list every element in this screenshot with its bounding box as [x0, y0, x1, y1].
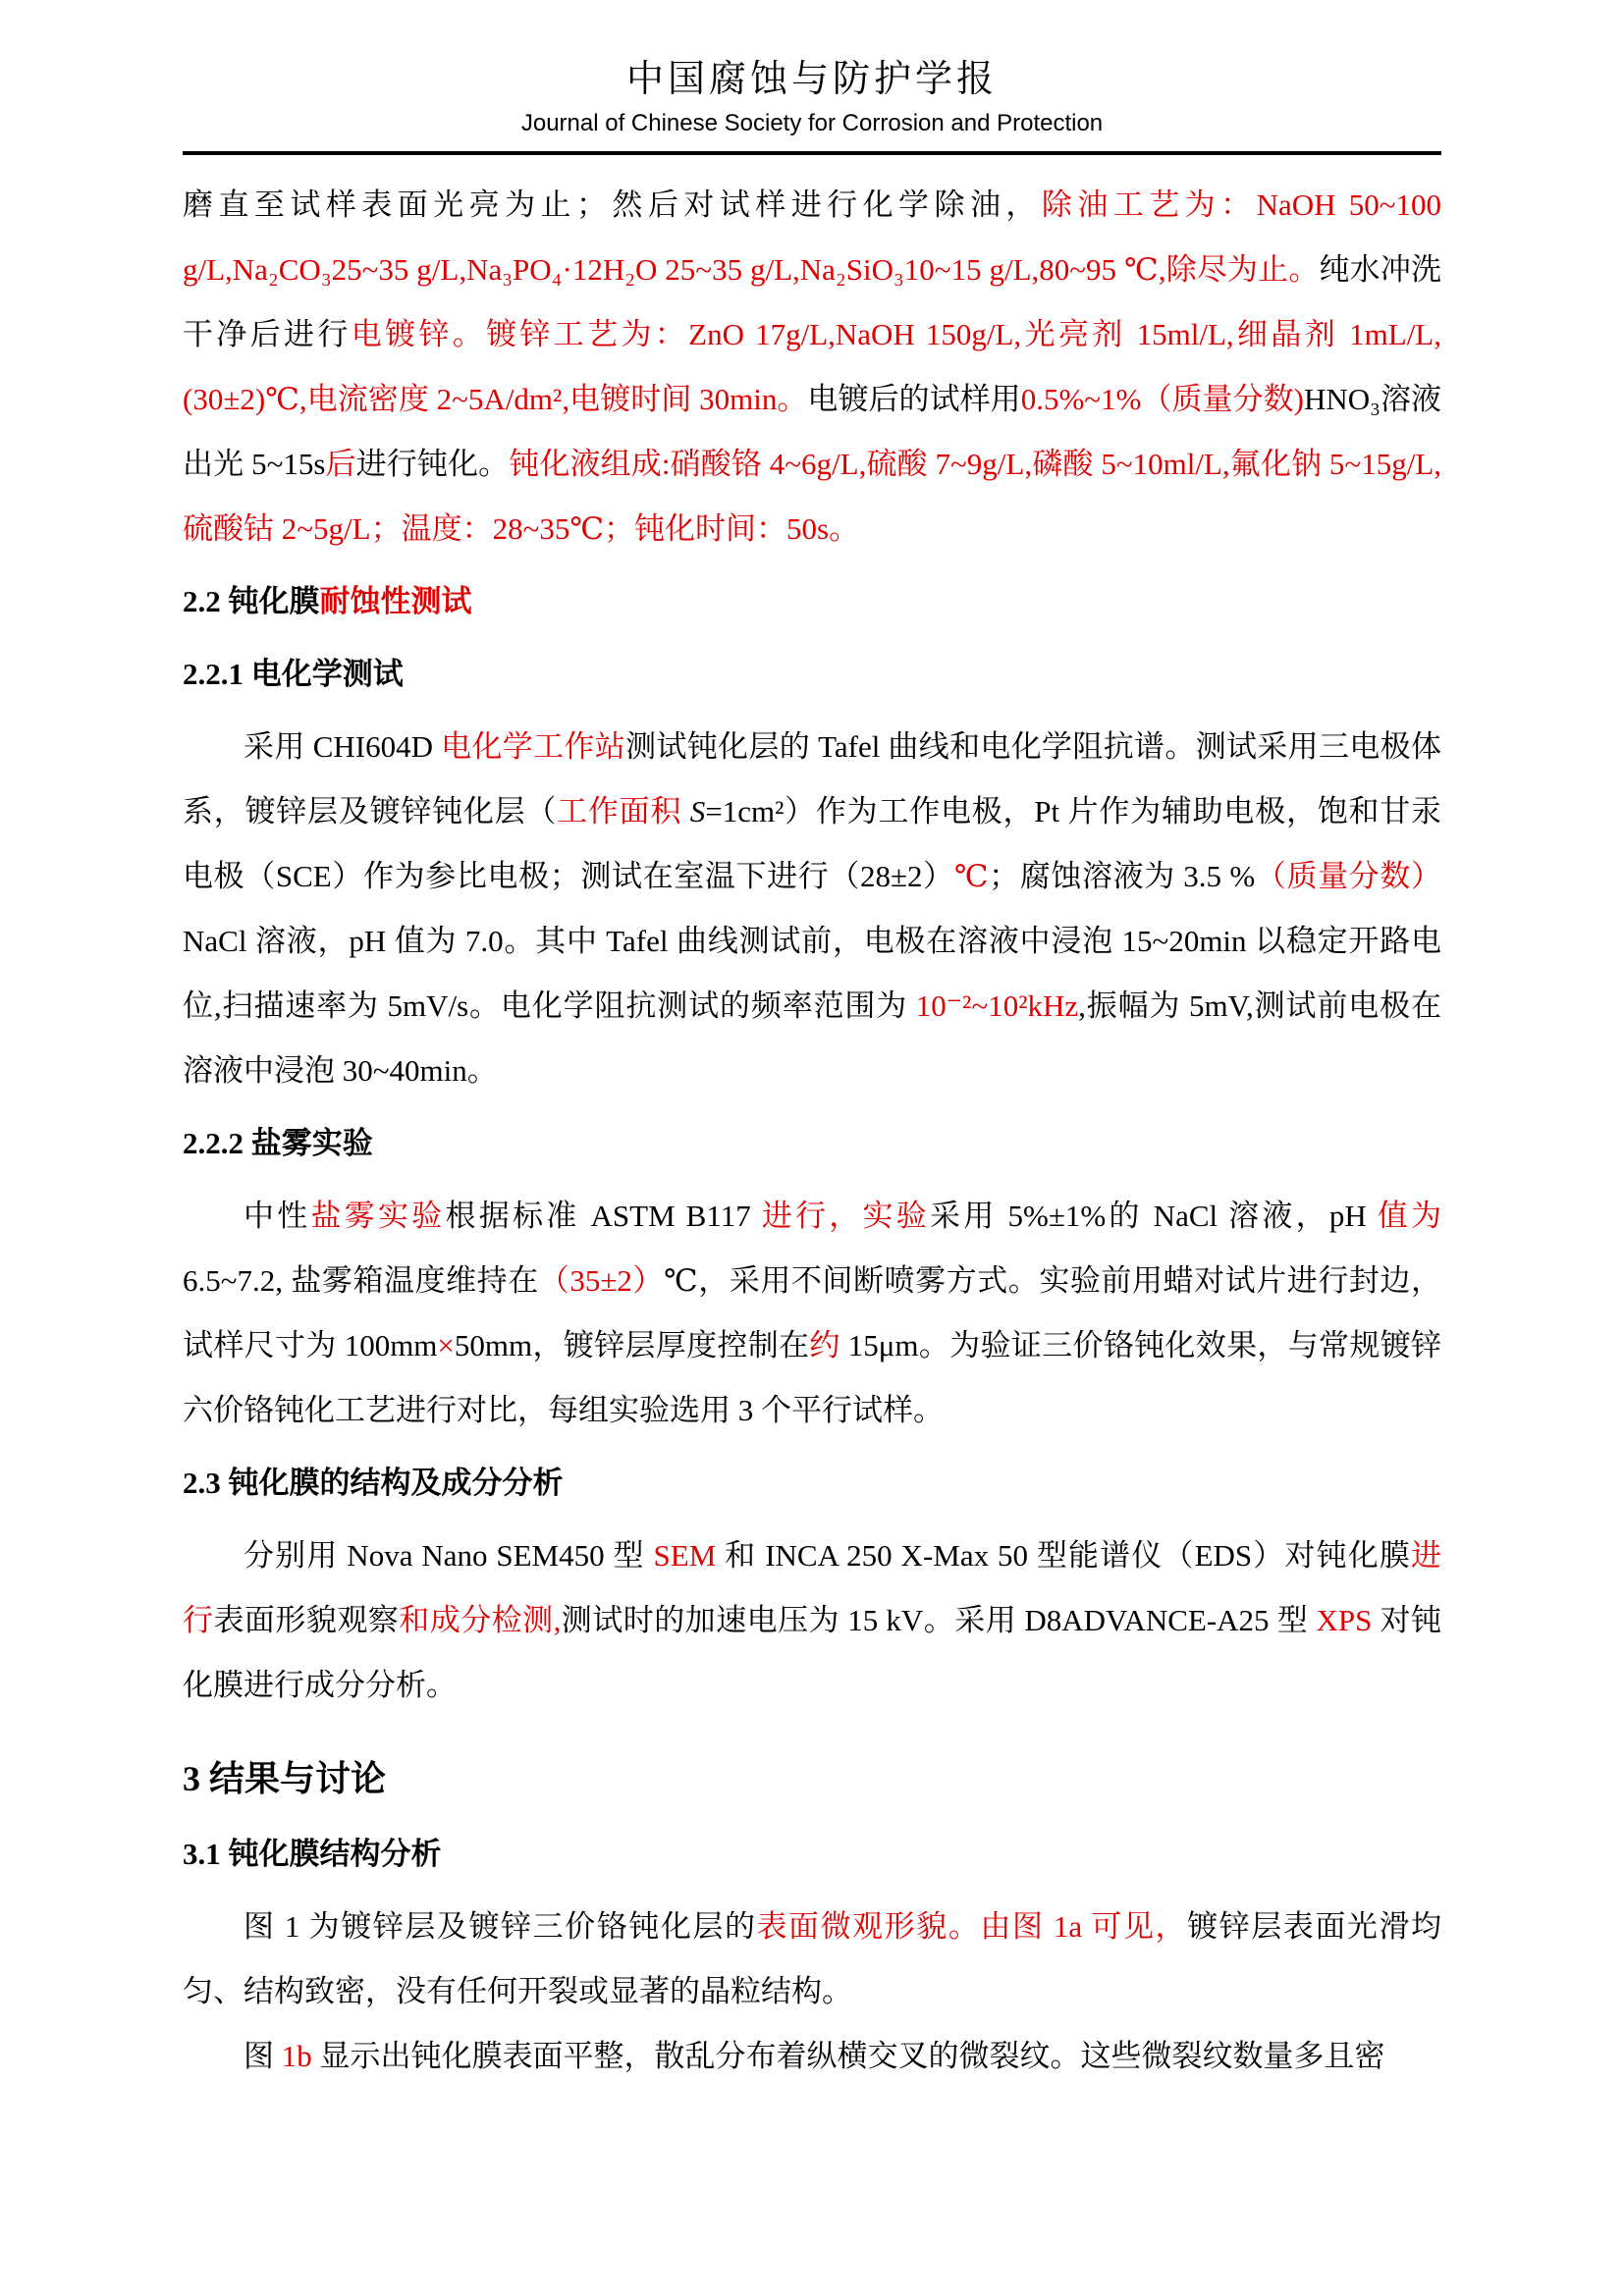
- paragraph-figure1-morphology: [183, 1895, 1441, 2024]
- text-segment: 测试钝化层的 Tafel 曲线和电化学阻抗谱。测试采用三电极体系，镀锌层及镀锌钝化层（: [183, 728, 1441, 828]
- text-segment: 2.2.2 盐雾实验: [183, 1125, 373, 1160]
- revised-text-segment: 值为: [1377, 1198, 1442, 1233]
- revised-text-segment: SEM: [653, 1537, 717, 1573]
- text-segment: 纯水冲洗干净后进行: [183, 251, 1441, 351]
- text-segment: 磨直至试样表面光亮为止；然后对试样进行化学除油，: [183, 187, 1042, 222]
- revised-text-segment: 后: [325, 446, 356, 481]
- text-segment: ,振幅为 5mV,测试前电极在溶液中浸泡 30~40min。: [183, 988, 1441, 1088]
- text-segment: 6.5~7.2, 盐雾箱温度维持在: [183, 1262, 539, 1298]
- revised-text-segment: 1b: [281, 2038, 312, 2073]
- revised-text-segment: 表面微观形貌。由图 1a 可见，: [756, 1908, 1188, 1944]
- text-segment: HNO₃溶液出光 5~15s: [183, 381, 1442, 481]
- text-segment: 采用 CHI604D: [244, 728, 442, 764]
- journal-title-english: Journal of Chinese Society for Corrosion and Protection: [520, 109, 1104, 136]
- revised-text-segment: （35±2）: [538, 1262, 664, 1298]
- revised-text-segment: XPS: [1316, 1602, 1373, 1637]
- paragraph-figure1b-cracks: [183, 2024, 1441, 2089]
- paragraph-salt-spray: [183, 1184, 1441, 1443]
- revised-text-segment: 和成分检测,: [399, 1602, 562, 1637]
- revised-text-segment: 耐蚀性测试: [319, 583, 472, 618]
- revised-text-segment: 电化学工作站: [441, 728, 626, 764]
- text-segment: 3.1 钝化膜结构分析: [183, 1836, 442, 1871]
- heading-2-2: [183, 569, 1441, 634]
- text-segment: S: [689, 793, 706, 828]
- text-segment: 测试时的加速电压为 15 kV。采用 D8ADVANCE-A25 型: [561, 1602, 1317, 1637]
- heading-2-2-2: [183, 1111, 1441, 1176]
- revised-text-segment: （质量分数）: [1255, 858, 1442, 893]
- heading-2-2-1: [183, 642, 1441, 707]
- text-segment: 显示出钝化膜表面平整，散乱分布着纵横交叉的微裂纹。这些微裂纹数量多且密: [311, 2038, 1385, 2073]
- text-segment: 2.2.1 电化学测试: [183, 656, 404, 691]
- revised-text-segment: 进行: [183, 1537, 1441, 1637]
- text-segment: 采用 5%±1%的 NaCl 溶液，pH: [930, 1198, 1378, 1233]
- heading-2-3: [183, 1451, 1441, 1516]
- journal-title-chinese: 中国腐蚀与防护学报: [625, 59, 998, 100]
- text-segment: 图 1 为镀锌层及镀锌三价铬钝化层的: [244, 1908, 757, 1944]
- text-segment: ℃，采用不间断喷雾方式。实验前用蜡对试片进行封边，试样尺寸为 100mm: [183, 1262, 1441, 1362]
- document-body: [183, 173, 1441, 2089]
- paragraph-electrochemical-test: [183, 715, 1441, 1103]
- text-segment: 50mm，镀锌层厚度控制在: [454, 1327, 810, 1362]
- text-segment: 15μm。为验证三价铬钝化效果，与常规镀锌六价铬钝化工艺进行对比，每组实验选用 3 个平行试样。: [183, 1327, 1442, 1427]
- revised-text-segment: 0.5%~1%（质量分数): [1020, 381, 1304, 416]
- paragraph-structure-composition: [183, 1523, 1441, 1718]
- revised-text-segment: ℃: [953, 858, 990, 893]
- text-segment: 分别用 Nova Nano SEM450 型: [244, 1537, 654, 1573]
- header-divider-line: [183, 151, 1441, 155]
- revised-text-segment: ×: [437, 1327, 455, 1362]
- revised-text-segment: 除油工艺为：NaOH 50~100 g/L,Na₂CO₃25~35 g/L,Na₃PO₄·12H₂O 25~35 g/L,Na₂SiO₃10~15 g/L,80~95 ℃,除尽为止。: [183, 187, 1441, 287]
- text-segment: 图: [244, 2038, 282, 2073]
- text-segment: NaCl 溶液，pH 值为 7.0。其中 Tafel 曲线测试前，电极在溶液中浸泡 15~20min 以稳定开路电位,扫描速率为 5mV/s。电化学阻抗测试的频率范围为: [183, 923, 1441, 1023]
- revised-text-segment: 盐雾实验: [310, 1198, 446, 1233]
- heading-3-1: [183, 1822, 1441, 1887]
- text-segment: 镀锌层表面光滑均匀、结构致密，没有任何开裂或显著的晶粒结构。: [183, 1908, 1442, 2008]
- text-segment: 2.2 钝化膜: [183, 583, 320, 618]
- revised-text-segment: 进行，实验: [761, 1198, 930, 1233]
- revised-text-segment: 10⁻²~10²kHz: [915, 988, 1079, 1023]
- paragraph-pretreatment: [183, 173, 1441, 561]
- text-segment: 中性: [244, 1198, 311, 1233]
- text-segment: 2.3 钝化膜的结构及成分分析: [183, 1465, 564, 1500]
- text-segment: ）作为工作电极，Pt 片作为辅助电极，饱和甘汞电极（SCE）作为参比电极；测试在室温下进行（28±2）: [183, 793, 1442, 893]
- revised-text-segment: 约: [809, 1327, 840, 1362]
- revised-text-segment: 工作面积: [557, 793, 690, 828]
- revised-text-segment: 钝化液组成:硝酸铬 4~6g/L,硫酸 7~9g/L,磷酸 5~10ml/L,氟化钠 5~15g/L,硫酸钴 2~5g/L；温度：28~35℃；钝化时间：50s。: [183, 446, 1442, 546]
- text-segment: 电镀后的试样用: [807, 381, 1021, 416]
- text-segment: =1cm²: [705, 793, 785, 828]
- text-segment: 3 结果与讨论: [183, 1758, 387, 1798]
- text-segment: 进行钝化。: [355, 446, 510, 481]
- revised-text-segment: 电镀锌。镀锌工艺为：ZnO 17g/L,NaOH 150g/L,光亮剂 15ml/L,细晶剂 1mL/L,(30±2)℃,电流密度 2~5A/dm²,电镀时间 30min。: [183, 316, 1441, 416]
- text-segment: 根据标准 ASTM B117: [445, 1198, 762, 1233]
- text-segment: 表面形貌观察: [213, 1602, 400, 1637]
- text-segment: 和 INCA 250 X-Max 50 型能谱仪（EDS）对钝化膜: [716, 1537, 1411, 1573]
- text-segment: 对钝化膜进行成分分析。: [183, 1602, 1442, 1702]
- text-segment: ；腐蚀溶液为 3.5 %: [989, 858, 1256, 893]
- journal-header: [183, 57, 1441, 155]
- heading-3: [183, 1743, 1441, 1814]
